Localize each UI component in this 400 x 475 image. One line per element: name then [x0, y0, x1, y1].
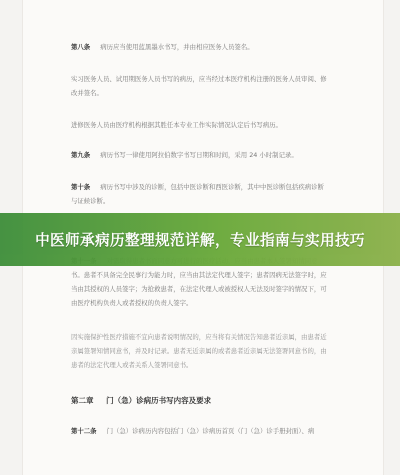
article-text: 病历书写中涉及的诊断，包括中医诊断和西医诊断，其中中医诊断包括疾病诊断与证候诊断。	[71, 183, 324, 205]
article-label: 第九条	[71, 151, 91, 159]
paragraph-text: 实习医务人员、试用期医务人员书写的病历，应当经过本医疗机构注册的医务人员审阅、修改并签名。	[71, 75, 327, 97]
paragraph	[71, 118, 329, 132]
article-label: 第八条	[71, 43, 91, 51]
paragraph	[71, 72, 329, 100]
chapter-2-heading	[71, 394, 329, 408]
article-9	[71, 148, 329, 162]
article-text: 门（急）诊病历内容包括门（急）诊病历首页（门（急）诊手册封面）、病	[106, 427, 315, 435]
article-8	[71, 40, 329, 54]
paragraph	[71, 330, 329, 372]
chapter-title: 门（急）诊病历书写内容及要求	[106, 396, 212, 405]
article-label: 第十条	[71, 183, 91, 191]
article-text: 病历书写一律使用阿拉伯数字书写日期和时间，采用 24 小时制记录。	[100, 151, 298, 159]
title-banner	[0, 213, 400, 266]
article-10	[71, 180, 329, 208]
article-label: 第十二条	[71, 427, 97, 435]
chapter-label: 第二章	[71, 396, 94, 405]
article-12	[71, 424, 329, 438]
banner-title: 中医师承病历整理规范详解，专业指南与实用技巧	[35, 232, 365, 249]
paragraph-text: 进修医务人员由医疗机构根据其胜任本专业工作实际情况认定后书写病历。	[71, 121, 282, 129]
article-text: 病历应当使用蓝黑墨水书写，并由相应医务人员签名。	[100, 43, 254, 51]
paragraph-text: 因实施保护性医疗措施不宜向患者说明情况的，应当将有关情况告知患者近亲属，由患者近亲属签署知情同意书，并及时记录。患者无近亲属的或者患者近亲属无法签署同意书的，由患者的法定代理人或者关系人签署同意书。	[71, 333, 327, 369]
article-text: 书。患者不具备完全民事行为能力时，应当由其法定代理人签字；患者因病无法签字时，应当由其授权的人员签字；为抢救患者，在法定代理人或被授权人无法及时签字的情况下，可由医疗机构负责人或者授权的负责人签字。	[71, 271, 327, 307]
